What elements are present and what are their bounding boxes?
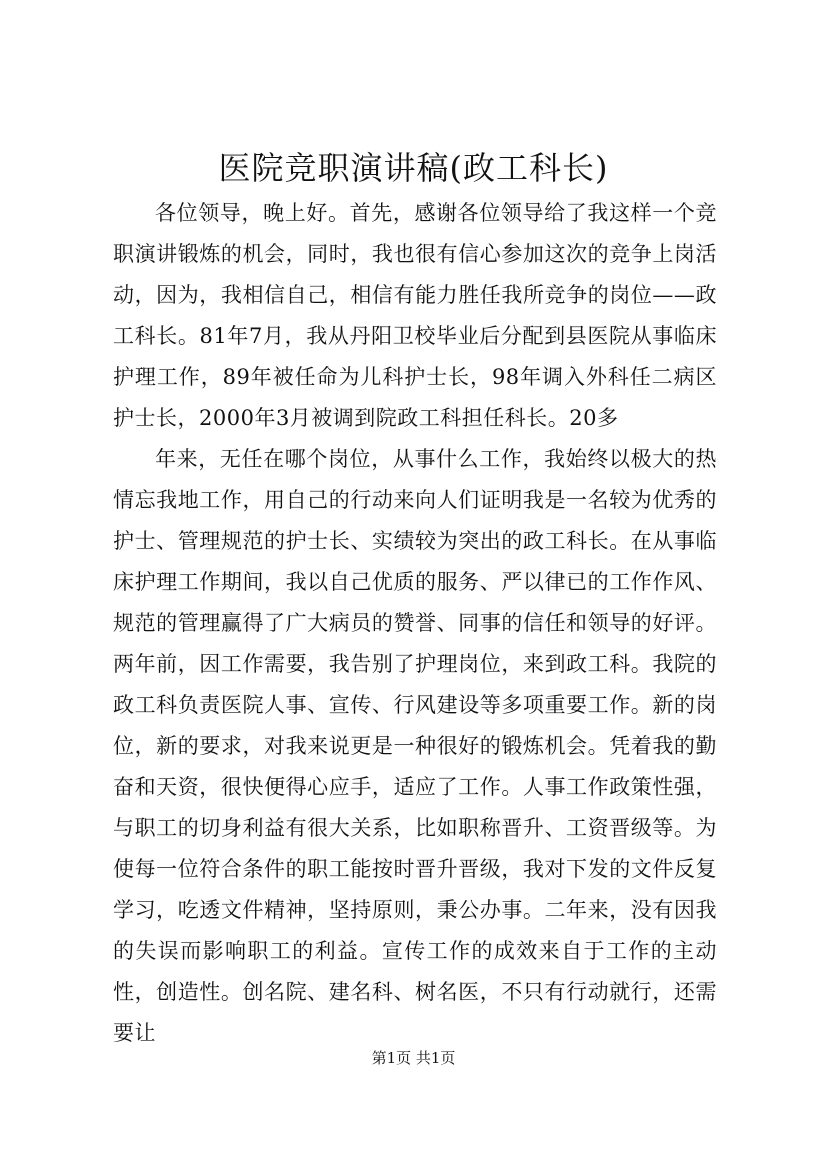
document-body <box>113 193 717 1054</box>
paragraph-1: 各位领导，晚上好。首先，感谢各位领导给了我这样一个竞职演讲锻炼的机会，同时，我也很有信心参加这次的竞争上岗活动，因为，我相信自己，相信有能力胜任我所竞争的岗位——政工科长。81年7月，我从丹阳卫校毕业后分配到县医院从事临床护理工作，89年被任命为儿科护士长，98年调入外科任二病区护士长，2000年3月被调到院政工科担任科长。20多 <box>113 201 717 430</box>
page-footer: 第1页 共1页 <box>371 1049 456 1067</box>
page-title: 医院竞职演讲稿(政工科长) <box>218 149 609 187</box>
paragraph-2: 年来，无任在哪个岗位，从事什么工作，我始终以极大的热情忘我地工作，用自己的行动来向人们证明我是一名较为优秀的护士、管理规范的护士长、实绩较为突出的政工科长。在从事临床护理工作期间，我以自己优质的服务、严以律已的工作作风、规范的管理赢得了广大病员的赞誉、同事的信任和领导的好评。两年前，因工作需要，我告别了护理岗位，来到政工科。我院的政工科负责医院人事、宣传、行风建设等多项重要工作。新的岗位，新的要求，对我来说更是一种很好的锻炼机会。凭着我的勤奋和天资，很快便得心应手，适应了工作。人事工作政策性强，与职工的切身利益有很大关系，比如职称晋升、工资晋级等。为使每一位符合条件的职工能按时晋升晋级，我对下发的文件反复学习，吃透文件精神，坚持原则，秉公办事。二年来，没有因我的失误而影响职工的利益。宣传工作的成效来自于工作的主动性，创造性。创名院、建名科、树名医，不只有行动就行，还需要让 <box>113 447 717 1045</box>
